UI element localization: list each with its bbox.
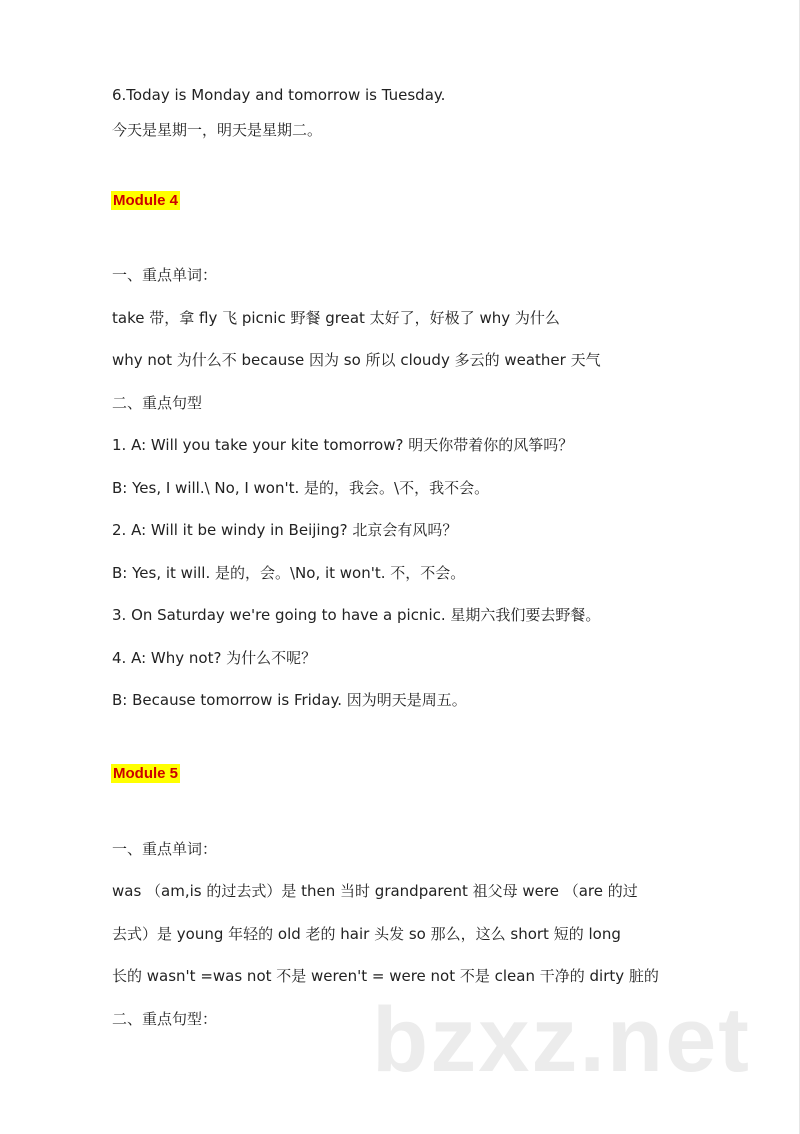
module-4-words-heading: 一、重点单词： — [112, 266, 218, 284]
module-5-words-heading: 一、重点单词： — [112, 840, 218, 858]
module-4-sentence: 3. On Saturday we're going to have a picnic. 星期六我们要去野餐。 — [112, 606, 601, 624]
module-4-words-line-1: take 带，拿 fly 飞 picnic 野餐 great 太好了，好极了 why 为什么 — [112, 309, 560, 327]
intro-line-english: 6.Today is Monday and tomorrow is Tuesday. — [112, 86, 446, 104]
module-5-words-line-1: was （am,is 的过去式）是 then 当时 grandparent 祖父母 were （are 的过 — [112, 882, 638, 900]
module-4-title: Module 4 — [113, 192, 179, 209]
module-4-sentences-heading: 二、重点句型 — [112, 394, 203, 412]
module-5-words-line-2: 去式）是 young 年轻的 old 老的 hair 头发 so 那么，这么 short 短的 long — [112, 925, 621, 943]
module-4-sentence: B: Because tomorrow is Friday. 因为明天是周五。 — [112, 691, 467, 709]
module-4-sentence: B: Yes, I will.\ No, I won't. 是的，我会。\不，我不会。 — [112, 479, 490, 497]
module-4-sentence: B: Yes, it will. 是的，会。\No, it won't. 不，不会。 — [112, 564, 466, 582]
module-5-words-line-3: 长的 wasn't =was not 不是 weren't = were not 不是 clean 干净的 dirty 脏的 — [112, 967, 659, 985]
site-watermark: bzxz.net — [372, 989, 751, 1091]
module-4-sentence: 2. A: Will it be windy in Beijing? 北京会有风吗？ — [112, 521, 458, 539]
module-5-title: Module 5 — [113, 765, 179, 782]
module-5-sentences-heading: 二、重点句型： — [112, 1010, 218, 1028]
intro-line-chinese: 今天是星期一，明天是星期二。 — [112, 121, 323, 139]
module-4-words-line-2: why not 为什么不 because 因为 so 所以 cloudy 多云的 weather 天气 — [112, 351, 601, 369]
module-4-sentence: 4. A: Why not? 为什么不呢？ — [112, 649, 317, 667]
module-4-sentence: 1. A: Will you take your kite tomorrow? 明天你带着你的风筝吗？ — [112, 436, 574, 454]
